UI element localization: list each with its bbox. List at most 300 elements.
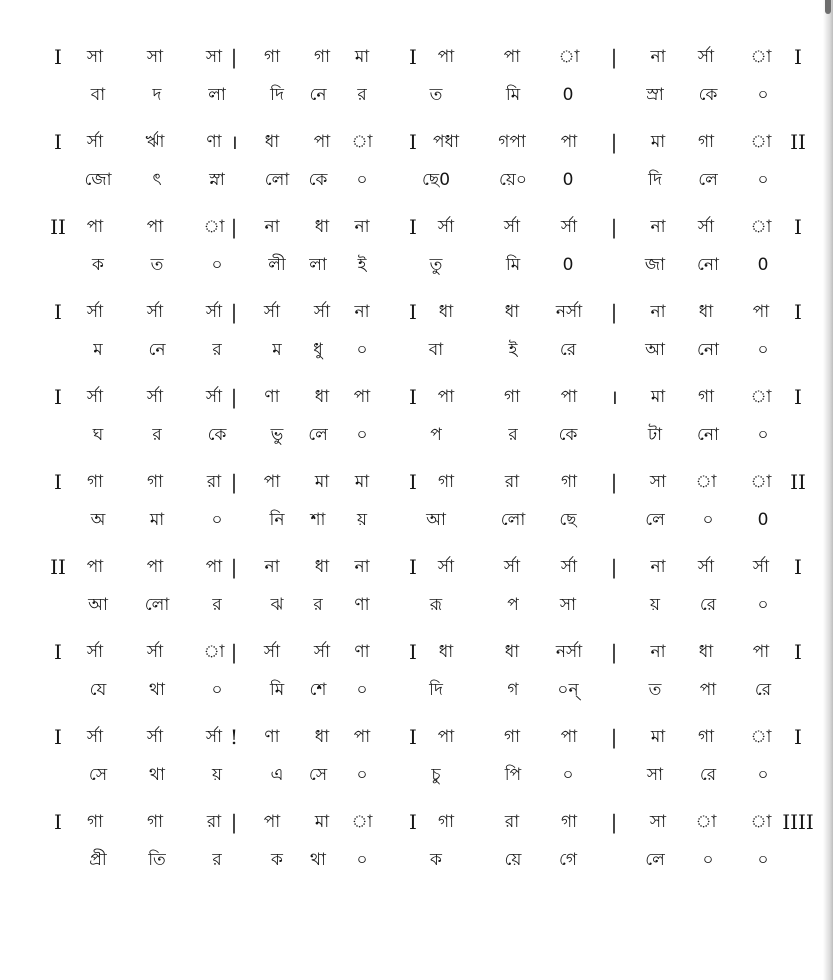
lyric-syllable: ত: [648, 680, 662, 700]
bar-line: II: [790, 470, 806, 494]
swara-note: গপা: [498, 132, 526, 152]
bar-line: I: [54, 45, 62, 69]
lyric-syllable: আ: [645, 340, 665, 360]
swara-note: গা: [697, 132, 715, 152]
swara-note: া: [750, 472, 772, 492]
swara-note: মা: [314, 472, 330, 492]
lyric-syllable: কে: [308, 170, 328, 190]
swara-note: র্সা: [313, 642, 331, 662]
bar-line: I: [794, 385, 802, 409]
swara-note: পা: [313, 132, 331, 152]
swara-note: গা: [146, 472, 164, 492]
lyric-syllable: ত: [429, 85, 443, 105]
swara-note: না: [354, 302, 370, 322]
swara-note: না: [354, 217, 370, 237]
lyric-syllable: থা: [310, 850, 326, 870]
swara-note: নর্সা: [555, 302, 583, 322]
lyric-syllable: লে: [308, 425, 328, 445]
swara-note: ধা: [504, 302, 520, 322]
bar-line: II: [790, 130, 806, 154]
lyric-syllable: দ: [152, 85, 162, 105]
swara-note: ধা: [504, 642, 520, 662]
swara-note: গা: [437, 812, 455, 832]
lyric-syllable: ০: [356, 680, 368, 700]
lyric-syllable: গে: [558, 850, 578, 870]
lyric-syllable: ম: [93, 340, 103, 360]
lyric-syllable: কে: [558, 425, 578, 445]
lyric-syllable: প: [430, 425, 442, 445]
swara-note: মা: [650, 132, 666, 152]
swara-note: র্সা: [146, 387, 164, 407]
swara-note: া: [750, 47, 772, 67]
swara-note: া: [558, 47, 580, 67]
swara-note: ধা: [698, 642, 714, 662]
lyric-syllable: থা: [149, 680, 165, 700]
swara-note: সা: [649, 472, 667, 492]
lyric-syllable: ০ন্: [557, 680, 579, 700]
bar-line: |: [610, 725, 618, 749]
swara-note: না: [650, 217, 666, 237]
swara-note: গা: [86, 812, 104, 832]
bar-line: |: [610, 470, 618, 494]
swara-note: র্সা: [86, 132, 104, 152]
lyric-syllable: প: [507, 595, 519, 615]
lyric-syllable: স্না: [209, 170, 225, 190]
lyric-syllable: য়: [211, 765, 223, 785]
lyric-syllable: শে: [309, 680, 327, 700]
lyric-syllable: নো: [697, 340, 719, 360]
lyric-syllable: লে: [645, 510, 665, 530]
lyric-syllable: ০: [757, 765, 769, 785]
swara-row: [0, 129, 833, 155]
lyric-syllable: দি: [648, 170, 662, 190]
swara-note: না: [264, 217, 280, 237]
swara-row: [0, 809, 833, 835]
page-corner-mark: [825, 0, 831, 14]
lyric-syllable: রে: [754, 680, 772, 700]
bar-line: I: [794, 300, 802, 324]
swara-note: া: [750, 812, 772, 832]
swara-note: গা: [697, 387, 715, 407]
lyric-row: [0, 252, 833, 278]
lyric-syllable: 0: [562, 255, 574, 275]
swara-note: া: [750, 727, 772, 747]
lyric-syllable: চু: [431, 765, 441, 785]
bar-line: I: [54, 130, 62, 154]
swara-row: [0, 214, 833, 240]
bar-line: |: [610, 215, 618, 239]
swara-note: া: [750, 387, 772, 407]
lyric-row: [0, 167, 833, 193]
lyric-syllable: মি: [505, 85, 521, 105]
bar-line: I: [794, 725, 802, 749]
lyric-syllable: নো: [697, 255, 719, 275]
swara-note: া: [351, 132, 373, 152]
lyric-syllable: যে: [89, 680, 107, 700]
bar-line: |: [230, 215, 238, 239]
swara-row: [0, 639, 833, 665]
swara-note: মা: [354, 472, 370, 492]
bar-line: |: [230, 555, 238, 579]
swara-note: র্সা: [205, 387, 223, 407]
swara-note: পা: [263, 812, 281, 832]
swara-note: র্সা: [146, 642, 164, 662]
lyric-syllable: পা: [699, 680, 717, 700]
lyric-syllable: বা: [90, 85, 106, 105]
swara-note: না: [650, 47, 666, 67]
lyric-syllable: নো: [697, 425, 719, 445]
swara-note: রা: [504, 472, 520, 492]
swara-note: পা: [353, 727, 371, 747]
lyric-syllable: ০: [356, 170, 368, 190]
swara-note: ণা: [354, 642, 370, 662]
lyric-syllable: 0: [757, 255, 769, 275]
lyric-syllable: ক: [92, 255, 104, 275]
swara-note: র্সা: [146, 302, 164, 322]
lyric-syllable: ম: [272, 340, 282, 360]
lyric-syllable: 0: [757, 510, 769, 530]
lyric-syllable: য়ে০: [499, 170, 527, 190]
swara-note: ধা: [314, 557, 330, 577]
bar-line: I: [54, 470, 62, 494]
bar-line: I: [54, 810, 62, 834]
swara-note: ধা: [438, 302, 454, 322]
lyric-syllable: লো: [500, 510, 526, 530]
lyric-syllable: প্রী: [89, 850, 107, 870]
lyric-syllable: ০: [757, 425, 769, 445]
swara-note: গা: [146, 812, 164, 832]
lyric-syllable: ০: [757, 85, 769, 105]
swara-note: না: [650, 302, 666, 322]
lyric-syllable: লা: [208, 85, 226, 105]
bar-line: ।: [230, 130, 238, 154]
lyric-syllable: কে: [207, 425, 227, 445]
swara-note: সা: [146, 47, 164, 67]
bar-line: I: [409, 640, 417, 664]
lyric-row: [0, 337, 833, 363]
lyric-syllable: ০: [757, 340, 769, 360]
lyric-syllable: র: [508, 425, 518, 445]
bar-line: I: [54, 725, 62, 749]
swara-note: র্সা: [205, 727, 223, 747]
swara-note: র্সা: [313, 302, 331, 322]
lyric-syllable: ঝ: [270, 595, 284, 615]
lyric-syllable: নে: [309, 85, 327, 105]
swara-note: ণা: [264, 727, 280, 747]
swara-note: া: [203, 642, 225, 662]
lyric-syllable: তি: [148, 850, 166, 870]
bar-line: IIII: [782, 810, 814, 834]
lyric-syllable: র: [152, 425, 162, 445]
swara-note: ধা: [438, 642, 454, 662]
swara-note: ণা: [206, 132, 222, 152]
lyric-row: [0, 507, 833, 533]
swara-note: মা: [354, 47, 370, 67]
lyric-syllable: ০: [356, 850, 368, 870]
swara-note: পা: [263, 472, 281, 492]
lyric-row: [0, 82, 833, 108]
lyric-syllable: সা: [559, 595, 577, 615]
lyric-syllable: ঘ: [92, 425, 104, 445]
bar-line: I: [794, 640, 802, 664]
lyric-syllable: ০: [211, 680, 223, 700]
lyric-syllable: ০: [562, 765, 574, 785]
swara-note: পা: [560, 132, 578, 152]
lyric-syllable: জো: [84, 170, 112, 190]
swara-note: না: [354, 557, 370, 577]
lyric-syllable: ০: [211, 255, 223, 275]
swara-note: সা: [205, 47, 223, 67]
swara-note: পা: [205, 557, 223, 577]
lyric-syllable: য়: [356, 510, 368, 530]
swara-note: রা: [206, 812, 222, 832]
lyric-syllable: ০: [702, 510, 714, 530]
swara-note: মা: [314, 812, 330, 832]
lyric-syllable: রে: [559, 340, 577, 360]
lyric-syllable: র: [212, 340, 222, 360]
swara-note: র্সা: [205, 302, 223, 322]
swara-note: গা: [503, 727, 521, 747]
bar-line: I: [409, 300, 417, 324]
lyric-syllable: ছে0: [421, 170, 451, 190]
lyric-syllable: বা: [428, 340, 444, 360]
lyric-syllable: রে: [699, 595, 717, 615]
bar-line: I: [409, 470, 417, 494]
bar-line: |: [610, 810, 618, 834]
swara-row: [0, 724, 833, 750]
lyric-syllable: ই: [508, 340, 518, 360]
lyric-syllable: কে: [698, 85, 718, 105]
lyric-syllable: লো: [144, 595, 170, 615]
swara-note: র্সা: [86, 302, 104, 322]
swara-note: র্সা: [752, 557, 770, 577]
lyric-syllable: য়ে: [504, 850, 522, 870]
swara-note: পা: [437, 387, 455, 407]
lyric-syllable: রে: [699, 765, 717, 785]
lyric-syllable: ০: [757, 170, 769, 190]
lyric-syllable: র: [212, 595, 222, 615]
lyric-syllable: লী: [268, 255, 286, 275]
bar-line: I: [794, 45, 802, 69]
lyric-syllable: থা: [149, 765, 165, 785]
lyric-syllable: ধু: [313, 340, 323, 360]
lyric-syllable: শা: [310, 510, 326, 530]
lyric-syllable: 0: [562, 170, 574, 190]
lyric-syllable: পি: [504, 765, 522, 785]
swara-note: রা: [206, 472, 222, 492]
lyric-syllable: লো: [264, 170, 290, 190]
lyric-syllable: ০: [757, 595, 769, 615]
swara-note: র্সা: [437, 217, 455, 237]
swara-note: া: [750, 132, 772, 152]
swara-note: পা: [752, 642, 770, 662]
page-edge-shadow: [823, 0, 833, 980]
swara-row: [0, 554, 833, 580]
bar-line: I: [54, 385, 62, 409]
swara-note: া: [750, 217, 772, 237]
swara-note: ধা: [314, 727, 330, 747]
swara-note: না: [650, 557, 666, 577]
swara-note: না: [650, 642, 666, 662]
swara-note: ধা: [314, 387, 330, 407]
swara-note: র্সা: [263, 302, 281, 322]
lyric-syllable: র: [357, 85, 367, 105]
swara-note: র্সা: [560, 217, 578, 237]
lyric-syllable: আ: [426, 510, 446, 530]
swara-note: র্সা: [437, 557, 455, 577]
lyric-syllable: ক: [430, 850, 442, 870]
lyric-syllable: দি: [270, 85, 284, 105]
lyric-syllable: স্রা: [646, 85, 664, 105]
lyric-row: [0, 592, 833, 618]
swara-note: র্সা: [560, 557, 578, 577]
lyric-syllable: সে: [88, 765, 108, 785]
lyric-syllable: র: [212, 850, 222, 870]
swara-note: নর্সা: [555, 642, 583, 662]
swara-note: গা: [313, 47, 331, 67]
swara-note: সা: [86, 47, 104, 67]
lyric-row: [0, 762, 833, 788]
lyric-syllable: লে: [645, 850, 665, 870]
lyric-syllable: ০: [211, 510, 223, 530]
swara-row: [0, 469, 833, 495]
bar-line: I: [409, 45, 417, 69]
bar-line: I: [409, 385, 417, 409]
lyric-syllable: লে: [698, 170, 718, 190]
swara-note: গা: [560, 472, 578, 492]
lyric-syllable: তু: [429, 255, 443, 275]
swara-note: গা: [503, 387, 521, 407]
lyric-syllable: লা: [309, 255, 327, 275]
lyric-syllable: সে: [308, 765, 328, 785]
lyric-syllable: ৎ: [152, 170, 162, 190]
swara-note: পধা: [433, 132, 459, 152]
swara-note: পা: [146, 217, 164, 237]
bar-line: |: [230, 300, 238, 324]
bar-line: |: [610, 130, 618, 154]
swara-note: া: [351, 812, 373, 832]
bar-line: II: [50, 215, 66, 239]
lyric-syllable: গ: [507, 680, 519, 700]
bar-line: |: [610, 300, 618, 324]
swara-note: গা: [560, 812, 578, 832]
swara-row: [0, 299, 833, 325]
lyric-syllable: রূ: [429, 595, 443, 615]
lyric-syllable: আ: [88, 595, 108, 615]
swara-note: র্ঋা: [145, 132, 165, 152]
swara-note: র্সা: [503, 217, 521, 237]
lyric-syllable: দি: [429, 680, 443, 700]
bar-line: |: [230, 45, 238, 69]
swara-note: রা: [504, 812, 520, 832]
swara-note: পা: [86, 557, 104, 577]
lyric-syllable: টা: [647, 425, 663, 445]
swara-note: পা: [752, 302, 770, 322]
swara-note: া: [695, 812, 717, 832]
lyric-syllable: ০: [356, 765, 368, 785]
swara-note: পা: [437, 727, 455, 747]
swara-note: র্সা: [86, 642, 104, 662]
lyric-syllable: মি: [505, 255, 521, 275]
lyric-syllable: ই: [357, 255, 367, 275]
lyric-syllable: ণা: [354, 595, 370, 615]
swara-note: া: [203, 217, 225, 237]
lyric-syllable: ছে: [559, 510, 577, 530]
lyric-syllable: ০: [356, 340, 368, 360]
bar-line: |: [230, 470, 238, 494]
bar-line: I: [794, 215, 802, 239]
swara-note: মা: [650, 387, 666, 407]
lyric-syllable: ০: [702, 850, 714, 870]
swara-note: ধা: [314, 217, 330, 237]
swara-row: [0, 384, 833, 410]
lyric-syllable: ভু: [270, 425, 284, 445]
lyric-syllable: য়: [649, 595, 661, 615]
swara-note: পা: [146, 557, 164, 577]
swara-note: ধা: [698, 302, 714, 322]
lyric-row: [0, 677, 833, 703]
swara-note: মা: [650, 727, 666, 747]
swara-note: ণা: [264, 387, 280, 407]
lyric-syllable: জা: [644, 255, 666, 275]
lyric-syllable: ০: [757, 850, 769, 870]
swara-note: পা: [86, 217, 104, 237]
swara-note: সা: [649, 812, 667, 832]
swara-note: র্সা: [503, 557, 521, 577]
bar-line: ।: [610, 385, 618, 409]
bar-line: !: [229, 725, 239, 749]
lyric-syllable: ক: [271, 850, 283, 870]
bar-line: |: [230, 810, 238, 834]
lyric-syllable: মি: [269, 680, 285, 700]
swara-note: র্সা: [86, 387, 104, 407]
swara-note: গা: [437, 472, 455, 492]
lyric-syllable: ত: [150, 255, 164, 275]
swara-note: র্সা: [86, 727, 104, 747]
lyric-syllable: নি: [269, 510, 285, 530]
bar-line: I: [794, 555, 802, 579]
bar-line: I: [54, 300, 62, 324]
swara-note: পা: [560, 387, 578, 407]
swara-row: [0, 44, 833, 70]
bar-line: |: [610, 45, 618, 69]
lyric-syllable: সা: [646, 765, 664, 785]
lyric-syllable: ০: [356, 425, 368, 445]
lyric-syllable: অ: [90, 510, 106, 530]
lyric-row: [0, 422, 833, 448]
swara-note: া: [695, 472, 717, 492]
bar-line: I: [409, 555, 417, 579]
bar-line: |: [610, 640, 618, 664]
bar-line: |: [610, 555, 618, 579]
swara-note: র্সা: [146, 727, 164, 747]
swara-note: র্সা: [697, 557, 715, 577]
swara-note: র্সা: [697, 217, 715, 237]
bar-line: I: [409, 810, 417, 834]
bar-line: I: [54, 640, 62, 664]
lyric-syllable: এ: [270, 765, 284, 785]
swara-note: পা: [560, 727, 578, 747]
swara-note: না: [264, 557, 280, 577]
swara-note: ধা: [264, 132, 280, 152]
lyric-syllable: নে: [148, 340, 166, 360]
swara-note: পা: [503, 47, 521, 67]
swara-note: র্সা: [263, 642, 281, 662]
bar-line: |: [230, 640, 238, 664]
bar-line: I: [409, 725, 417, 749]
lyric-syllable: মা: [149, 510, 165, 530]
bar-line: I: [409, 215, 417, 239]
